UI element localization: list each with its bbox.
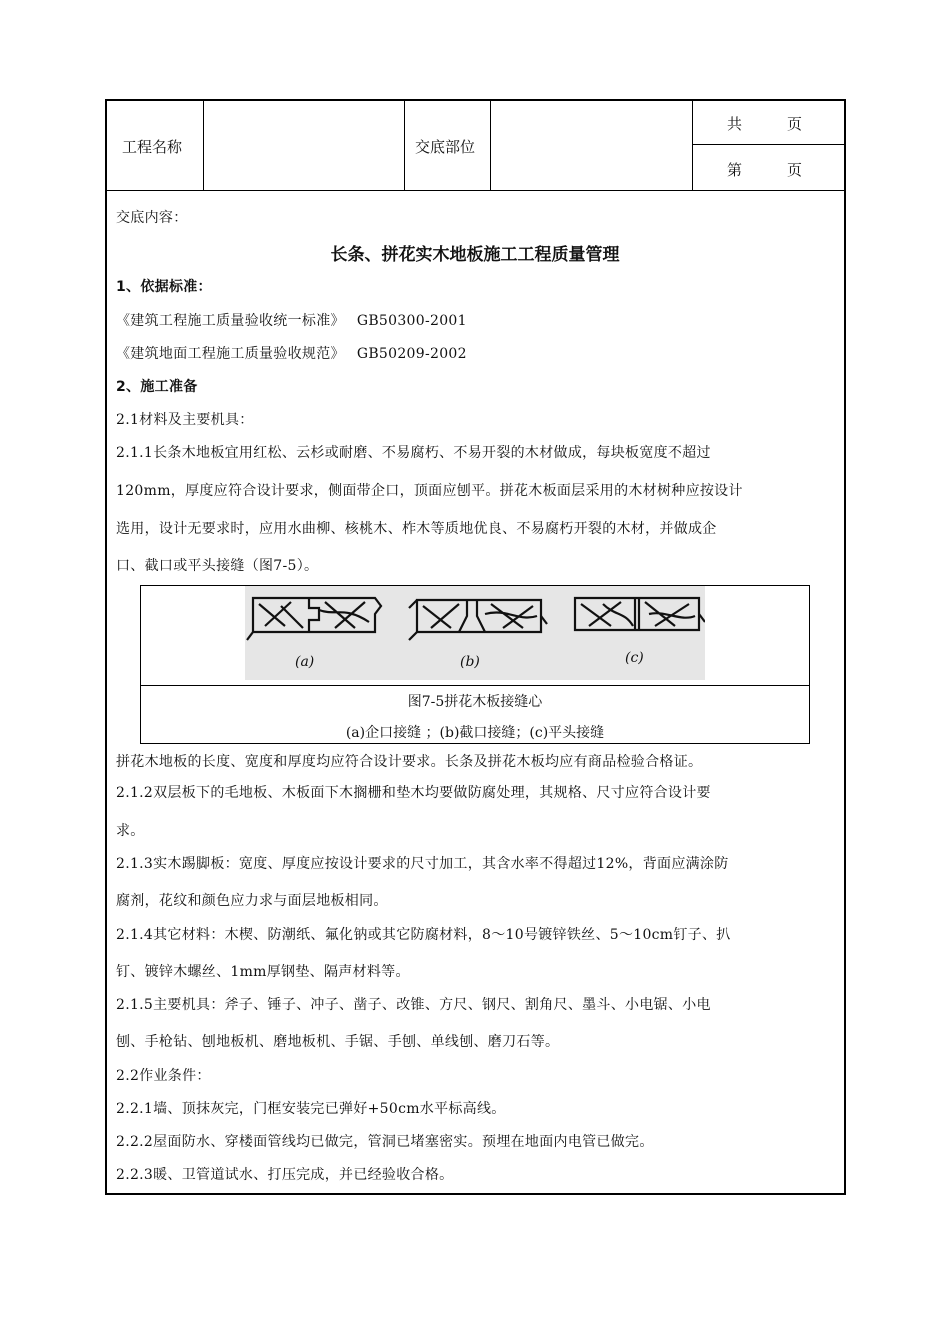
header-bottom-line bbox=[105, 190, 846, 191]
header-divider-4 bbox=[692, 99, 693, 191]
header-divider-3 bbox=[490, 99, 491, 191]
content-label: 交底内容： bbox=[116, 210, 188, 226]
figure-caption-2: (a)企口接缝 ；(b)截口接缝；(c)平头接缝 bbox=[345, 725, 605, 741]
para-2-1-1-line4: 口、截口或平头接缝（图7-5）。 bbox=[116, 558, 319, 574]
header-divider-2 bbox=[404, 99, 405, 191]
joint-c-drawing bbox=[575, 598, 705, 630]
para-2-1-1-line1: 2.1.1长条木地板宜用红松、云杉或耐磨、不易腐朽、不易开裂的木材做成，每块板宽度不超过 bbox=[116, 445, 711, 461]
para-2-1-3-line1: 2.1.3实木踢脚板：宽度、厚度应按设计要求的尺寸加工，其含水率不得超过12%，背面应满涂防 bbox=[116, 856, 729, 872]
document-title: 长条、拼花实木地板施工工程质量管理 bbox=[330, 245, 620, 265]
para-2-1-3-line2: 腐剂，花纹和颜色应力求与面层地板相同。 bbox=[116, 893, 388, 909]
para-2-1-5-line1: 2.1.5主要机具：斧子、锤子、冲子、凿子、改锥、方尺、钢尺、割角尺、墨斗、小电锯、小电 bbox=[116, 997, 711, 1013]
figure-caption-divider bbox=[140, 685, 810, 686]
fig-label-b: (b) bbox=[460, 654, 480, 670]
para-2-1-2-line2: 求。 bbox=[116, 823, 145, 839]
para-2-1-4-line2: 钉、镀锌木螺丝、1mm厚钢垫、隔声材料等。 bbox=[116, 964, 410, 980]
section-1-heading: 1、依据标准： bbox=[116, 279, 212, 295]
para-2-1-4-line1: 2.1.4其它材料：木楔、防潮纸、氟化钠或其它防腐材料，8～10号镀锌铁丝、5～10cm钉子、扒 bbox=[116, 927, 731, 943]
para-2-2-1: 2.2.1墙、顶抹灰完，门框安装完已弹好+50cm水平标高线。 bbox=[116, 1101, 506, 1117]
para-after-figure: 拼花木地板的长度、宽度和厚度均应符合设计要求。长条及拼花木板均应有商品检验合格证。 bbox=[116, 754, 703, 770]
project-name-label: 工程名称 bbox=[122, 138, 183, 156]
para-2-2-2: 2.2.2屋面防水、穿楼面管线均已做完，管洞已堵塞密实。预埋在地面内电管已做完。 bbox=[116, 1134, 654, 1150]
para-2-1-1-line2: 120mm，厚度应符合设计要求，侧面带企口，顶面应刨平。拼花木板面层采用的木材树种应按设计 bbox=[116, 483, 743, 499]
para-2-1-1-line3: 选用，设计无要求时，应用水曲柳、核桃木、柞木等质地优良、不易腐朽开裂的木材，并做成企 bbox=[116, 521, 717, 537]
fig-label-a: (a) bbox=[295, 654, 315, 670]
section-2-2: 2.2作业条件： bbox=[116, 1068, 211, 1084]
para-2-1-5-line2: 刨、手枪钻、刨地板机、磨地板机、手锯、手刨、单线刨、磨刀石等。 bbox=[116, 1034, 560, 1050]
joint-diagram-image bbox=[245, 586, 705, 680]
fig-label-c: (c) bbox=[625, 650, 644, 666]
page-number: 第 页 bbox=[727, 161, 803, 179]
para-2-1-2-line1: 2.1.2双层板下的毛地板、木板面下木搁栅和垫木均要做防腐处理，其规格、尺寸应符合设计要 bbox=[116, 785, 711, 801]
location-label: 交底部位 bbox=[415, 138, 476, 156]
standard-2: 《建筑地面工程施工质量验收规范》 GB50209-2002 bbox=[116, 346, 467, 362]
standard-1: 《建筑工程施工质量验收统一标准》 GB50300-2001 bbox=[116, 313, 467, 329]
total-pages: 共 页 bbox=[727, 115, 803, 133]
joint-a-drawing bbox=[247, 598, 381, 640]
joint-b-drawing bbox=[409, 600, 547, 640]
figure-caption-1: 图7-5拼花木板接缝心 bbox=[407, 694, 543, 710]
section-2-1: 2.1材料及主要机具： bbox=[116, 412, 254, 428]
para-2-2-3: 2.2.3暖、卫管道试水、打压完成，并已经验收合格。 bbox=[116, 1167, 454, 1183]
section-2-heading: 2、施工准备 bbox=[116, 379, 198, 395]
header-divider-1 bbox=[203, 99, 204, 191]
page-cell-divider bbox=[692, 144, 846, 145]
